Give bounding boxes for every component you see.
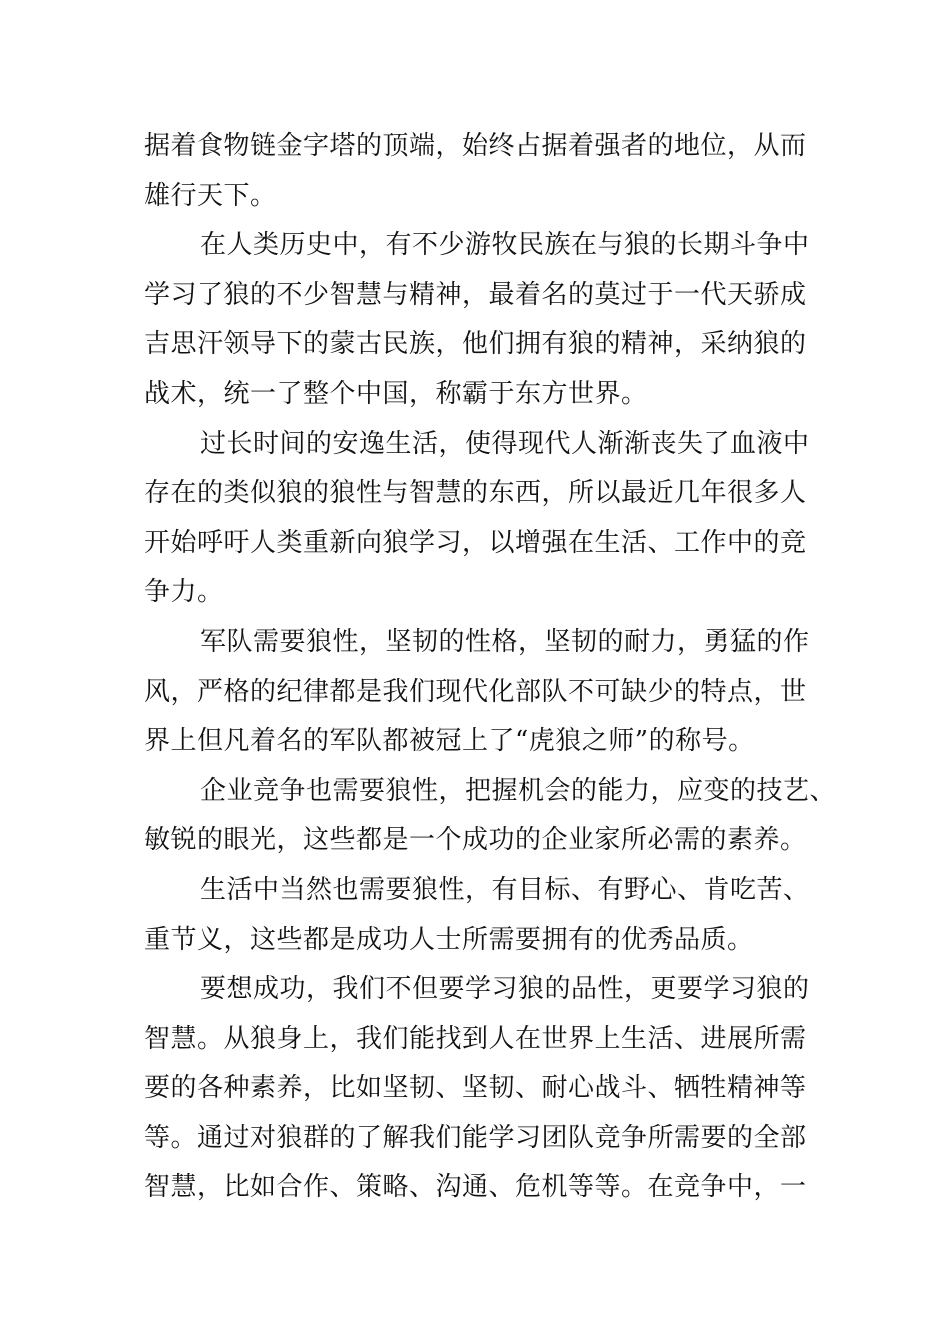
text-line: 重节义，这些都是成功人士所需要拥有的优秀品质。 — [144, 924, 754, 955]
text-line: 风，严格的纪律都是我们现代化部队不可缺少的特点，世 — [144, 676, 807, 707]
text-line: 据着食物链金字塔的顶端，始终占据着强者的地位，从而 — [144, 131, 807, 161]
paragraph-start-line: 军队需要狼性，坚韧的性格，坚韧的耐力，勇猛的作 — [200, 626, 810, 657]
paragraph-start-line: 要想成功，我们不但要学习狼的品性，更要学习狼的 — [200, 974, 810, 1005]
text-line: 敏锐的眼光，这些都是一个成功的企业家所必需的素养。 — [144, 825, 807, 856]
paragraph-start-line: 企业竞争也需要狼性，把握机会的能力，应变的技艺、 — [200, 775, 837, 806]
text-line: 要的各种素养，比如坚韧、坚韧、耐心战斗、牺牲精神等 — [144, 1073, 807, 1104]
text-line: 战术，统一了整个中国，称霸于东方世界。 — [144, 378, 648, 409]
text-line: 存在的类似狼的狼性与智慧的东西，所以最近几年很多人 — [144, 478, 807, 509]
paragraph-start-line: 生活中当然也需要狼性，有目标、有野心、肯吃苦、 — [200, 874, 810, 905]
text-line: 等。通过对狼群的了解我们能学习团队竞争所需要的全部 — [144, 1122, 807, 1153]
text-line: 界上但凡着名的军队都被冠上了“虎狼之师”的称号。 — [144, 726, 755, 757]
text-line: 智慧。从狼身上，我们能找到人在世界上生活、进展所需 — [144, 1023, 807, 1054]
text-line: 开始呼吁人类重新向狼学习，以增强在生活、工作中的竞 — [144, 527, 807, 558]
text-line: 学习了狼的不少智慧与精神，最着名的莫过于一代天骄成 — [144, 279, 807, 310]
paragraph-start-line: 过长时间的安逸生活，使得现代人渐渐丧失了血液中 — [200, 428, 810, 459]
paragraph-start-line: 在人类历史中，有不少游牧民族在与狼的长期斗争中 — [200, 230, 810, 261]
text-line: 智慧，比如合作、策略、沟通、危机等等。在竞争中，一 — [144, 1172, 807, 1203]
text-line: 争力。 — [144, 577, 224, 608]
text-line: 吉思汗领导下的蒙古民族，他们拥有狼的精神，采纳狼的 — [144, 329, 807, 360]
text-line: 雄行天下。 — [144, 180, 277, 211]
body-text — [144, 122, 837, 1213]
